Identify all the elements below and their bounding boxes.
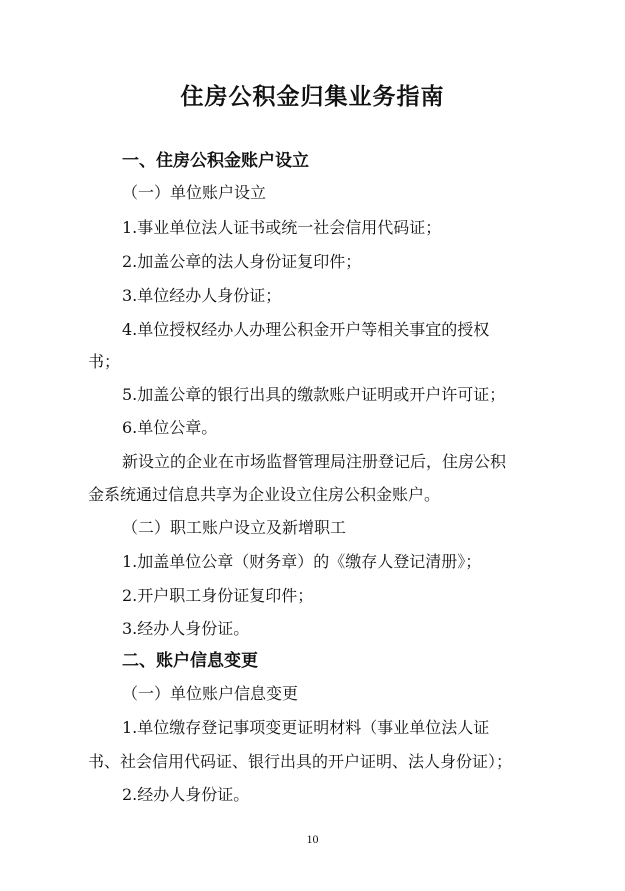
paragraph-line: 书、社会信用代码证、银行出具的开户证明、法人身份证）； (88, 752, 513, 771)
section-1-heading: 一、住房公积金账户设立 (122, 151, 309, 171)
paragraph-line: 新设立的企业在市场监督管理局注册登记后，住房公积 (122, 452, 507, 471)
paragraph-line: 金系统通过信息共享为企业设立住房公积金账户。 (88, 485, 441, 504)
paragraph-line: 1.事业单位法人证书或统一社会信用代码证； (122, 218, 442, 237)
page-number: 10 (306, 832, 319, 846)
subsection-1-2-heading: （二）职工账户设立及新增职工 (122, 518, 347, 537)
subsection-2-1-heading: （一）单位账户信息变更 (122, 684, 299, 703)
paragraph-line: 2.开户职工身份证复印件； (122, 586, 314, 605)
paragraph-line: 5.加盖公章的银行出具的缴款账户证明或开户许可证； (122, 385, 506, 404)
paragraph-line: 3.单位经办人身份证； (122, 286, 282, 305)
paragraph-line: 1.单位缴存登记事项变更证明材料（事业单位法人证 (122, 718, 490, 737)
page-title: 住房公积金归集业务指南 (180, 84, 445, 110)
paragraph-line: 书； (88, 352, 121, 371)
paragraph-line: 4.单位授权经办人办理公积金开户等相关事宜的授权 (122, 320, 490, 339)
subsection-1-1-heading: （一）单位账户设立 (122, 183, 267, 202)
section-2-heading: 二、账户信息变更 (122, 651, 258, 671)
paragraph-line: 2.经办人身份证。 (122, 785, 250, 804)
paragraph-line: 1.加盖单位公章（财务章）的《缴存人登记清册》； (122, 552, 482, 571)
paragraph-line: 6.单位公章。 (122, 418, 218, 437)
paragraph-line: 2.加盖公章的法人身份证复印件； (122, 252, 362, 271)
paragraph-line: 3.经办人身份证。 (122, 619, 250, 638)
